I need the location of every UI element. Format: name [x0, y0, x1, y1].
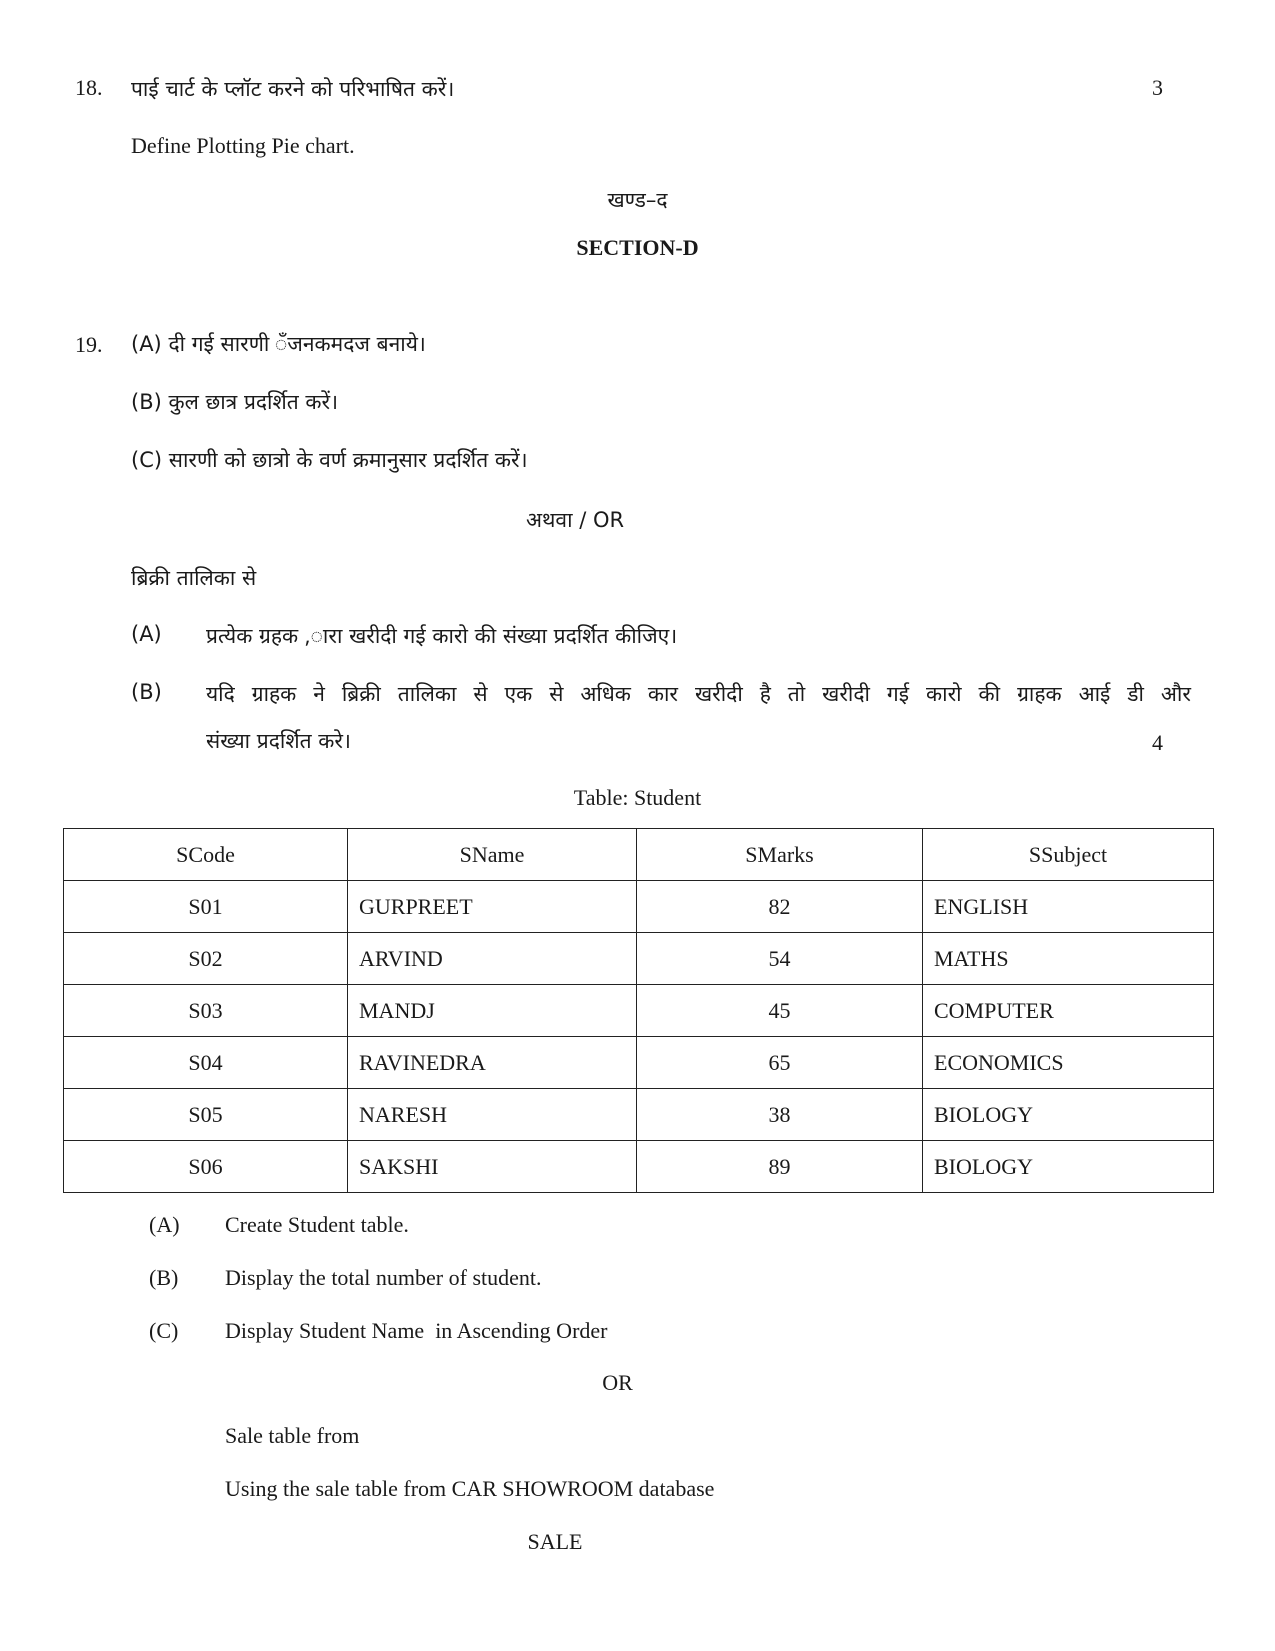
- student-table: [63, 828, 1214, 1193]
- or-separator-english: OR: [602, 1370, 633, 1395]
- table-caption: Table: Student: [573, 785, 702, 810]
- cell-sname: GURPREET: [348, 881, 637, 933]
- cell-ssubject: ENGLISH: [923, 881, 1214, 933]
- header-ssubject: SSubject: [923, 829, 1214, 881]
- section-heading-english: SECTION-D: [576, 235, 699, 260]
- cell-smarks: 38: [637, 1089, 923, 1141]
- en-part-a-label: (A): [149, 1212, 180, 1237]
- header-sname: SName: [348, 829, 637, 881]
- header-smarks: SMarks: [637, 829, 923, 881]
- q18-english-text: Define Plotting Pie chart.: [131, 133, 355, 158]
- cell-smarks: 65: [637, 1037, 923, 1089]
- cell-sname: RAVINEDRA: [348, 1037, 637, 1089]
- table-row: [64, 1141, 1214, 1193]
- en-part-c-label: (C): [149, 1318, 179, 1343]
- cell-ssubject: MATHS: [923, 933, 1214, 985]
- sale-line-2: Using the sale table from CAR SHOWROOM database: [225, 1476, 715, 1501]
- cell-smarks: 54: [637, 933, 923, 985]
- en-part-b-text: Display the total number of student.: [225, 1265, 542, 1290]
- cell-scode: S02: [64, 933, 348, 985]
- part-text: दी गई सारणी ँजनकमदज बनाये।: [168, 332, 426, 356]
- q19-number: 19.: [75, 332, 103, 357]
- cell-scode: S04: [64, 1037, 348, 1089]
- q18-marks: 3: [1152, 75, 1163, 100]
- part-label: (A): [131, 332, 162, 356]
- cell-sname: ARVIND: [348, 933, 637, 985]
- en-part-c-text: Display Student Name in Ascending Order: [225, 1318, 608, 1343]
- q19-hindi-part-a: [131, 330, 426, 358]
- alt-part-b-line1: यदि ग्राहक ने ब्रिक्री तालिका से एक से अधिक कार खरीदी है तो खरीदी गई कारो की ग्राहक आई डी और: [206, 682, 1191, 706]
- q19-marks: 4: [1152, 730, 1163, 755]
- table-row: [64, 985, 1214, 1037]
- table-row: [64, 881, 1214, 933]
- table-header-row: [64, 829, 1214, 881]
- cell-sname: MANDJ: [348, 985, 637, 1037]
- header-scode: SCode: [64, 829, 348, 881]
- sale-line-1: Sale table from: [225, 1423, 360, 1448]
- part-label: (C): [131, 448, 163, 472]
- part-text: सारणी को छात्रो के वर्ण क्रमानुसार प्रदर्शित करें।: [168, 448, 528, 472]
- alt-part-a-label: (A): [131, 622, 162, 646]
- cell-smarks: 89: [637, 1141, 923, 1193]
- table-row: [64, 933, 1214, 985]
- cell-smarks: 45: [637, 985, 923, 1037]
- q18-number: 18.: [75, 75, 103, 100]
- cell-sname: NARESH: [348, 1089, 637, 1141]
- part-text: कुल छात्र प्रदर्शित करें।: [168, 390, 339, 414]
- cell-sname: SAKSHI: [348, 1141, 637, 1193]
- en-part-b-label: (B): [149, 1265, 179, 1290]
- cell-scode: S06: [64, 1141, 348, 1193]
- alt-part-b-line2: संख्या प्रदर्शित करे।: [206, 729, 351, 753]
- q18-hindi-text: पाई चार्ट के प्लॉट करने को परिभाषित करें।: [131, 77, 455, 101]
- table-row: [64, 1089, 1214, 1141]
- cell-scode: S05: [64, 1089, 348, 1141]
- cell-ssubject: COMPUTER: [923, 985, 1214, 1037]
- alt-intro-hindi: ब्रिक्री तालिका से: [131, 566, 257, 590]
- or-separator-hindi: अथवा / OR: [525, 508, 625, 532]
- cell-ssubject: BIOLOGY: [923, 1141, 1214, 1193]
- section-heading-hindi: खण्ड–द: [607, 188, 668, 212]
- q19-hindi-part-c: [131, 446, 528, 474]
- sale-table-heading: SALE: [527, 1529, 583, 1554]
- cell-ssubject: ECONOMICS: [923, 1037, 1214, 1089]
- part-label: (B): [131, 390, 162, 414]
- table-row: [64, 1037, 1214, 1089]
- alt-part-b-label: (B): [131, 680, 162, 704]
- en-part-a-text: Create Student table.: [225, 1212, 409, 1237]
- cell-ssubject: BIOLOGY: [923, 1089, 1214, 1141]
- cell-scode: S03: [64, 985, 348, 1037]
- q19-hindi-part-b: [131, 388, 338, 416]
- cell-smarks: 82: [637, 881, 923, 933]
- alt-part-a-text: प्रत्येक ग्रहक ,ारा खरीदी गई कारो की संख्या प्रदर्शित कीजिए।: [206, 624, 678, 648]
- cell-scode: S01: [64, 881, 348, 933]
